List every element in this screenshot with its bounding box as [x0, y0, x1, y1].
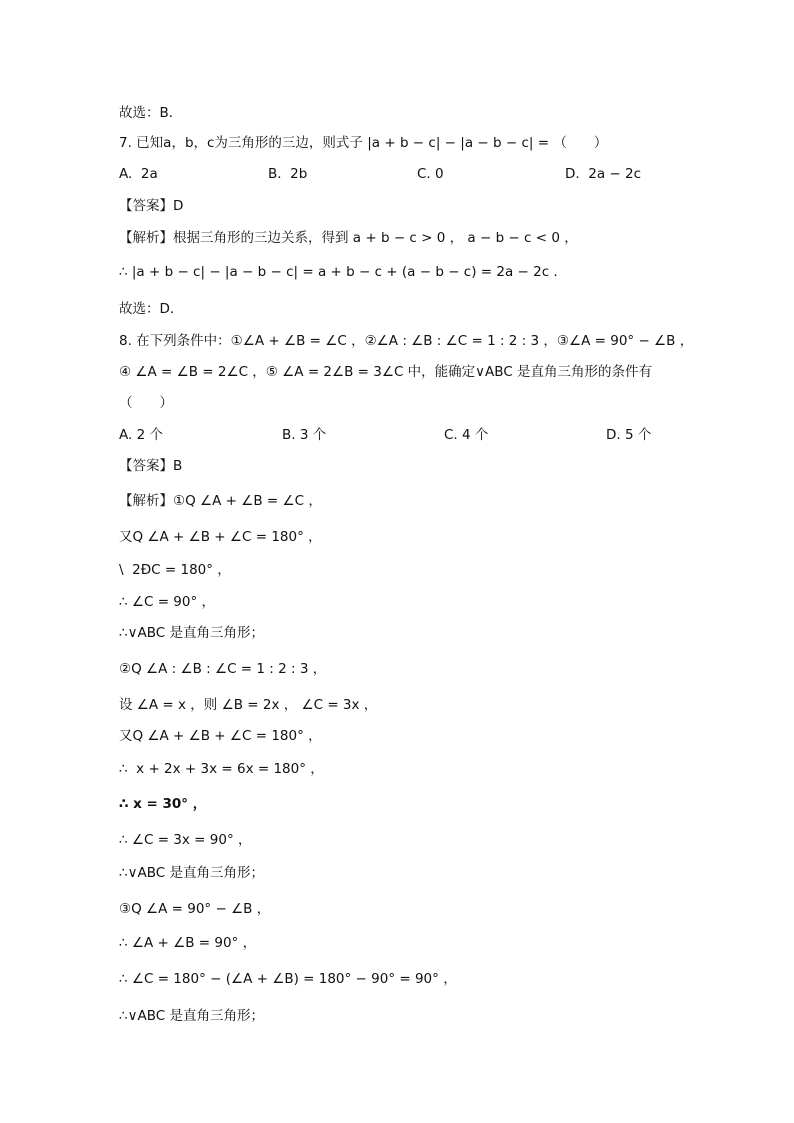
q6-conclusion: 故选：B． [119, 105, 183, 121]
q8-step-8: 又Q ∠A + ∠B + ∠C = 180° ， [119, 728, 322, 744]
q8-step-9: ∴ x + 2x + 3x = 6x = 180° ， [119, 761, 324, 777]
q8-step-3: \ 2ÐC = 180° ， [119, 562, 231, 578]
q8-stem-line2: ④ ∠A = ∠B = 2∠C ，⑤ ∠A = 2∠B = 3∠C 中，能确定∨ABC 是直角三角形的条件有 [119, 364, 653, 380]
q8-step-12: ∴∨ABC 是直角三角形； [119, 865, 264, 881]
q8-option-a: A. 2 个 [119, 427, 163, 443]
q7-conclusion: 故选：D． [119, 301, 184, 317]
q8-step-10: ∴ x = 30° ， [119, 796, 207, 812]
q7-derivation: ∴ |a + b − c| − |a − b − c| = a + b − c + (a − b − c) = 2a − 2c ． [119, 264, 567, 280]
q8-step-16: ∴∨ABC 是直角三角形； [119, 1008, 264, 1024]
q8-step-1: 【解析】①Q ∠A + ∠B = ∠C ， [119, 493, 322, 509]
q8-option-b: B. 3 个 [282, 427, 327, 443]
q8-step-13: ③Q ∠A = 90° − ∠B ， [119, 901, 271, 917]
q7-option-c: C. 0 [417, 166, 444, 182]
q7-option-a: A. 2a [119, 166, 158, 182]
q8-step-11: ∴ ∠C = 3x = 90° ， [119, 832, 252, 848]
q7-answer: 【答案】D [119, 198, 184, 214]
q8-option-d: D. 5 个 [606, 427, 652, 443]
q7-option-b: B. 2b [268, 166, 308, 182]
q7-stem: 7. 已知a，b，c为三角形的三边，则式子 |a + b − c| − |a − b − c| = （ ） [119, 135, 608, 151]
q8-step-6: ②Q ∠A : ∠B : ∠C = 1 : 2 : 3 ， [119, 661, 327, 677]
q7-option-d: D. 2a − 2c [565, 166, 642, 182]
q8-step-15: ∴ ∠C = 180° − (∠A + ∠B) = 180° − 90° = 90° ， [119, 971, 457, 987]
q8-step-4: ∴ ∠C = 90° ， [119, 594, 216, 610]
q8-step-2: 又Q ∠A + ∠B + ∠C = 180° ， [119, 529, 322, 545]
q8-stem-line1: 8. 在下列条件中：①∠A + ∠B = ∠C ，②∠A : ∠B : ∠C = 1 : 2 : 3 ，③∠A = 90° − ∠B ， [119, 333, 694, 349]
q8-stem-line3: （ ） [119, 395, 173, 411]
q8-step-5: ∴∨ABC 是直角三角形； [119, 625, 264, 641]
q7-analysis: 【解析】根据三角形的三边关系，得到 a + b − c > 0 ， a − b − c < 0 ， [119, 230, 578, 246]
q8-step-7: 设 ∠A = x ，则 ∠B = 2x ， ∠C = 3x ， [119, 697, 378, 713]
q8-option-c: C. 4 个 [444, 427, 489, 443]
q8-answer: 【答案】B [119, 458, 183, 474]
q8-step-14: ∴ ∠A + ∠B = 90° ， [119, 935, 257, 951]
